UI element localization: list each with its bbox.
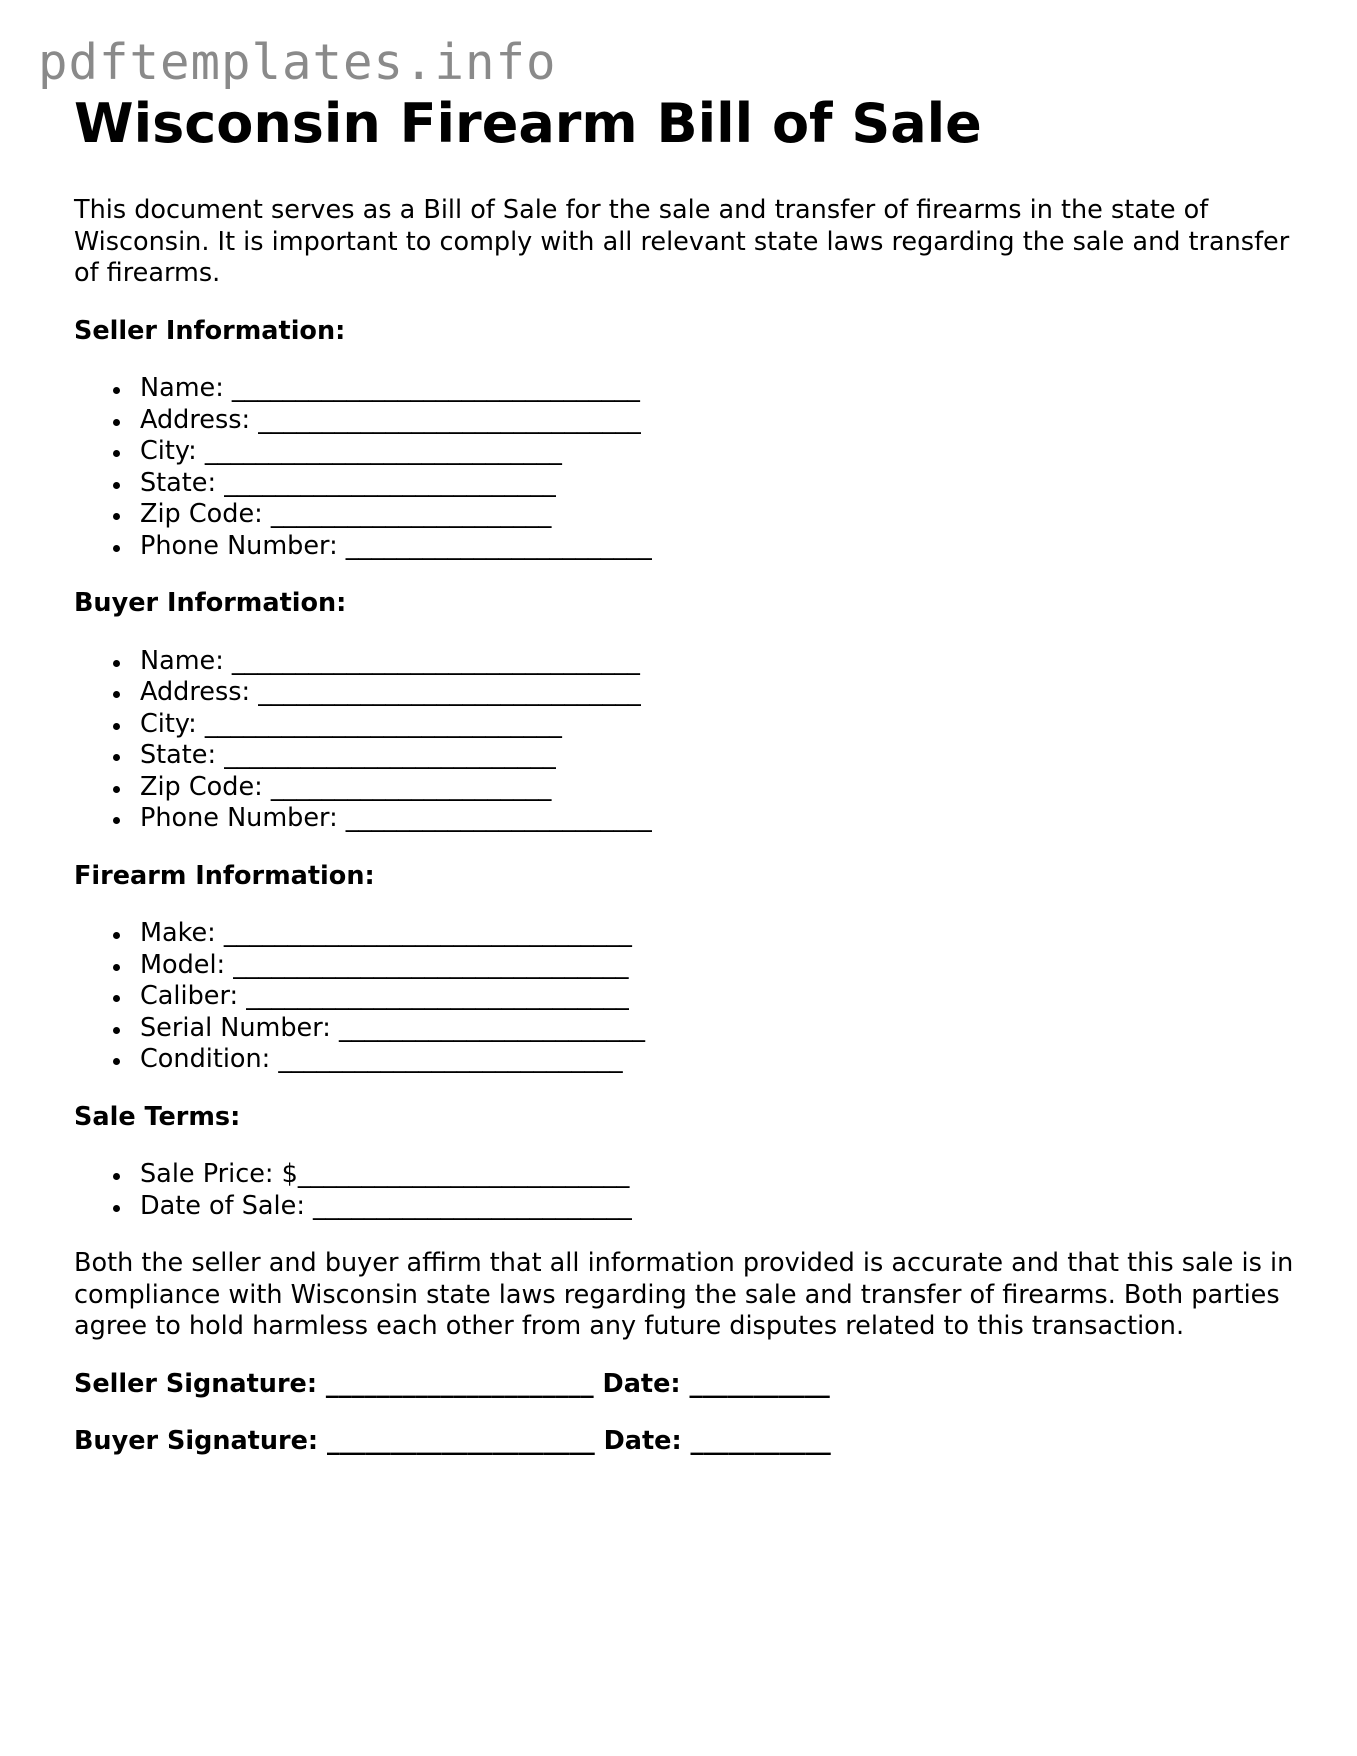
- buyer-address-field: Address: ______________________________: [74, 677, 1304, 709]
- firearm-caliber-field: Caliber: ______________________________: [74, 981, 1304, 1013]
- seller-city-field: City: ____________________________: [74, 436, 1304, 468]
- buyer-section-heading: Buyer Information:: [74, 588, 347, 618]
- firearm-model-field: Model: _______________________________: [74, 950, 1304, 982]
- seller-state-field: State: __________________________: [74, 468, 1304, 500]
- buyer-state-field: State: __________________________: [74, 740, 1304, 772]
- watermark: pdftemplates.info: [38, 34, 557, 91]
- sale-date-field: Date of Sale: _________________________: [74, 1191, 1304, 1223]
- terms-field-list: [74, 1159, 1304, 1222]
- firearm-section-heading: Firearm Information:: [74, 860, 375, 891]
- firearm-condition-field: Condition: ___________________________: [74, 1044, 1304, 1076]
- firearm-field-list: [74, 918, 1304, 1076]
- seller-address-field: Address: ______________________________: [74, 405, 1304, 437]
- document-body: [74, 195, 1304, 1458]
- buyer-zip-field: Zip Code: ______________________: [74, 772, 1304, 804]
- seller-name-field: Name: ________________________________: [74, 373, 1304, 405]
- seller-signature-line: Seller Signature: _____________________ Date: ___________: [74, 1368, 830, 1399]
- seller-field-list: [74, 373, 1304, 562]
- document-title: Wisconsin Firearm Bill of Sale: [74, 92, 982, 155]
- buyer-signature-line: Buyer Signature: _____________________ Date: ___________: [74, 1426, 831, 1456]
- affirmation-paragraph: Both the seller and buyer affirm that all information provided is accurate and that this sale is in compliance with Wisconsin state laws regarding the sale and transfer of firearms. Both parties agree to hold harmless each other from any future disputes related to this transaction.: [74, 1248, 1294, 1341]
- seller-section-heading: Seller Information:: [74, 315, 346, 346]
- buyer-city-field: City: ____________________________: [74, 709, 1304, 741]
- terms-section-heading: Sale Terms:: [74, 1101, 241, 1132]
- seller-phone-field: Phone Number: ________________________: [74, 531, 1304, 563]
- buyer-name-field: Name: ________________________________: [74, 646, 1304, 678]
- firearm-serial-field: Serial Number: ________________________: [74, 1013, 1304, 1045]
- intro-paragraph: This document serves as a Bill of Sale for the sale and transfer of firearms in the state of Wisconsin. It is important to comply with all relevant state laws regarding the sale and transfer of firearms.: [74, 195, 1290, 288]
- buyer-phone-field: Phone Number: ________________________: [74, 803, 1304, 835]
- sale-price-field: Sale Price: $__________________________: [74, 1159, 1304, 1191]
- buyer-field-list: [74, 646, 1304, 835]
- firearm-make-field: Make: ________________________________: [74, 918, 1304, 950]
- seller-zip-field: Zip Code: ______________________: [74, 499, 1304, 531]
